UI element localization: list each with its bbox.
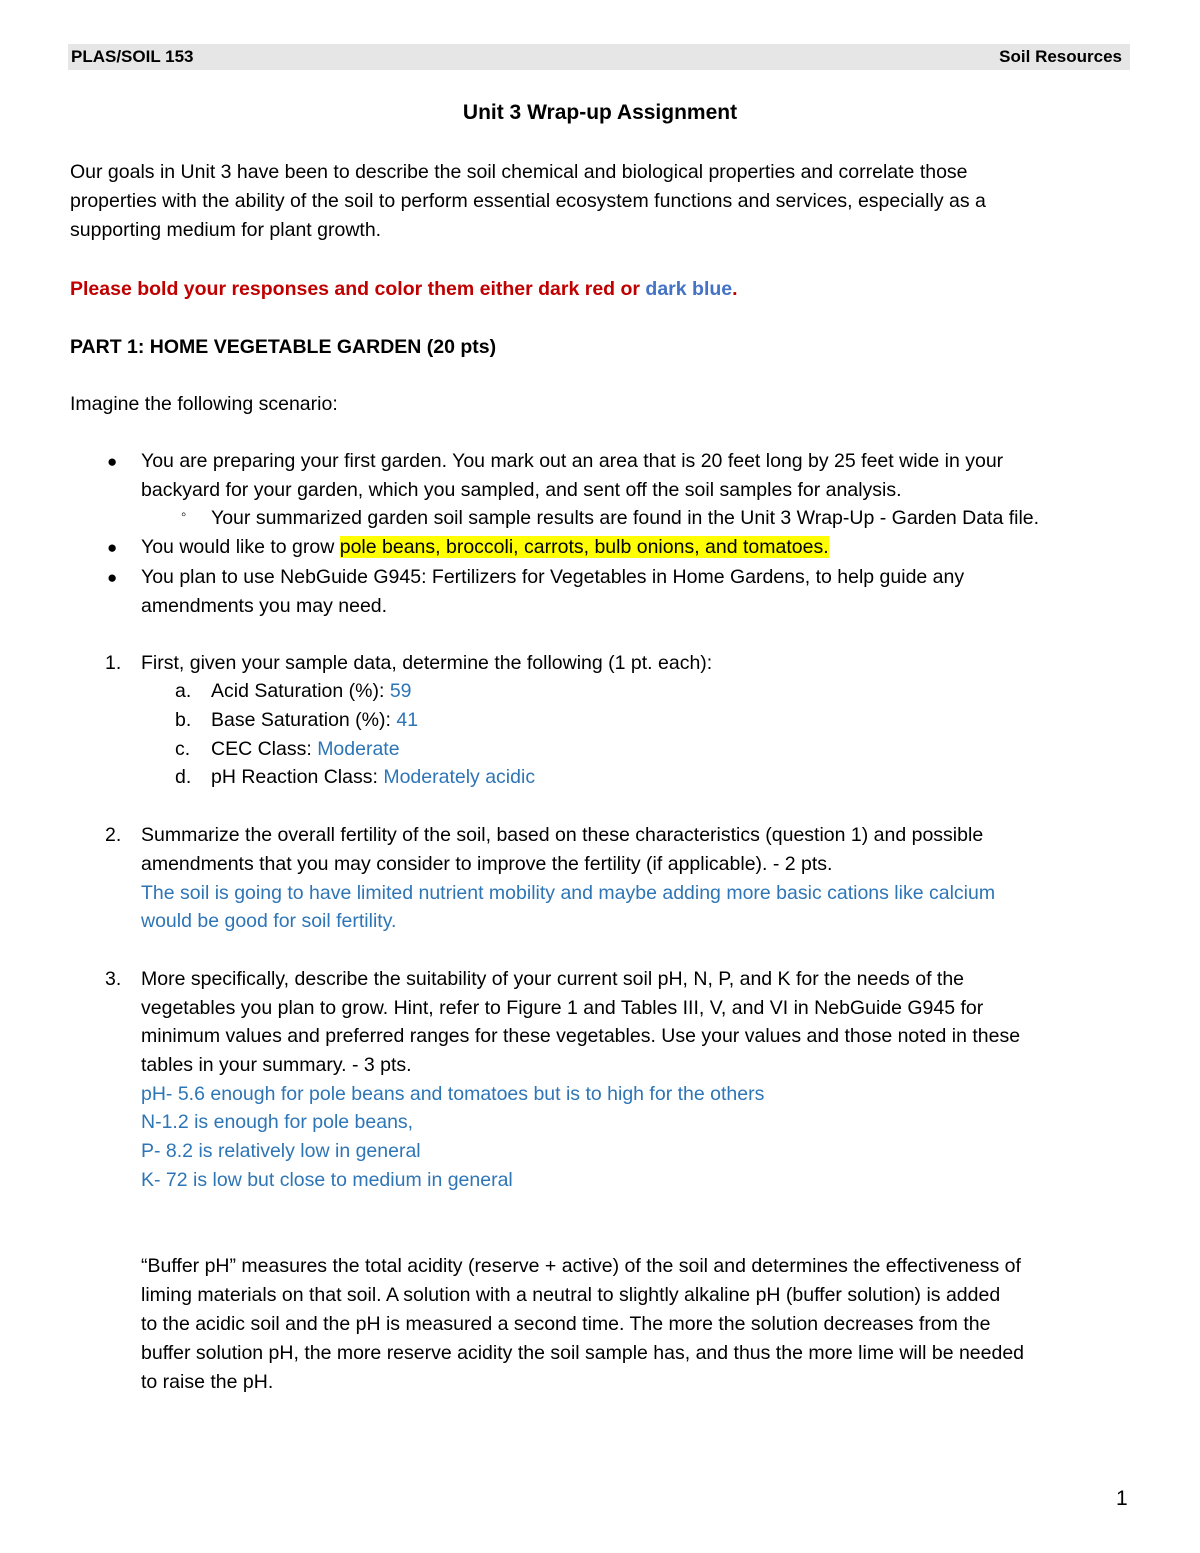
page-number: 1 <box>1116 1487 1128 1510</box>
page-header <box>68 44 1130 70</box>
answer-line: pH- 5.6 enough for pole beans and tomatoes but is to high for the others <box>141 1083 765 1105</box>
instruction <box>70 275 738 304</box>
part1-heading: PART 1: HOME VEGETABLE GARDEN (20 pts) <box>70 336 497 358</box>
question-1-text: First, given your sample data, determine the following (1 pt. each): <box>141 652 713 674</box>
q1-item <box>211 735 400 764</box>
instruction-text: Please bold your responses and color them either dark red or <box>70 278 646 300</box>
answer-line: N-1.2 is enough for pole beans, <box>141 1111 414 1133</box>
q1-item <box>211 763 535 792</box>
question-3-line: vegetables you plan to grow. Hint, refer to Figure 1 and Tables III, V, and VI in NebGuide G945 for <box>141 997 984 1019</box>
intro-line: supporting medium for plant growth. <box>70 219 382 241</box>
bullet-3-line: You plan to use NebGuide G945: Fertilizers for Vegetables in Home Gardens, to help guide any <box>141 566 965 588</box>
answer-value: 41 <box>396 709 419 731</box>
course-code: PLAS/SOIL 153 <box>71 47 194 66</box>
question-2-line: amendments that you may consider to improve the fertility (if applicable). - 2 pts. <box>141 853 833 875</box>
item-letter: b. <box>175 709 192 731</box>
q1-item <box>211 706 418 735</box>
bullet-1-line: You are preparing your first garden. You mark out an area that is 20 feet long by 25 feet wide in your <box>141 450 1004 472</box>
bullet-2-line <box>141 533 829 562</box>
sub-bullet-icon: ◦ <box>181 506 187 523</box>
buffer-paragraph-line: to raise the pH. <box>141 1371 274 1393</box>
bullet-2-text: You would like to grow <box>141 536 340 558</box>
page-title: Unit 3 Wrap-up Assignment <box>462 101 738 124</box>
answer-line: would be good for soil fertility. <box>141 910 397 932</box>
item-letter: c. <box>175 738 191 760</box>
answer-value: Moderately acidic <box>383 766 536 788</box>
intro-line: Our goals in Unit 3 have been to describe the soil chemical and biological properties and correlate those <box>70 161 968 183</box>
answer-value: 59 <box>389 680 412 702</box>
item-label: pH Reaction Class: <box>211 766 384 788</box>
buffer-paragraph-line: “Buffer pH” measures the total acidity (reserve + active) of the soil and determines the effectiveness of <box>141 1255 1021 1277</box>
course-subject: Soil Resources <box>999 47 1122 66</box>
question-2-line: Summarize the overall fertility of the soil, based on these characteristics (question 1) and possible <box>141 824 984 846</box>
q1-item <box>211 677 412 706</box>
buffer-paragraph-line: buffer solution pH, the more reserve acidity the soil sample has, and thus the more lime will be needed <box>141 1342 1025 1364</box>
bullet-icon: ● <box>107 568 118 587</box>
answer-value: Moderate <box>317 738 400 760</box>
question-3-line: More specifically, describe the suitability of your current soil pH, N, P, and K for the needs of the <box>141 968 965 990</box>
item-letter: d. <box>175 766 192 788</box>
item-label: CEC Class: <box>211 738 318 760</box>
buffer-paragraph-line: liming materials on that soil. A solution with a neutral to slightly alkaline pH (buffer solution) is added <box>141 1284 1001 1306</box>
item-label: Base Saturation (%): <box>211 709 397 731</box>
answer-line: K- 72 is low but close to medium in general <box>141 1169 513 1191</box>
instruction-end: . <box>732 278 738 300</box>
question-number: 3. <box>105 968 122 990</box>
bullet-1-line: backyard for your garden, which you sampled, and sent off the soil samples for analysis. <box>141 479 902 501</box>
bullet-icon: ● <box>107 538 118 557</box>
sub-bullet-line: Your summarized garden soil sample results are found in the Unit 3 Wrap-Up - Garden Data file. <box>211 507 1040 529</box>
question-number: 1. <box>105 652 122 674</box>
item-letter: a. <box>175 680 192 702</box>
bullet-icon: ● <box>107 452 118 471</box>
question-number: 2. <box>105 824 122 846</box>
buffer-paragraph-line: to the acidic soil and the pH is measured a second time. The more the solution decreases from the <box>141 1313 991 1335</box>
scenario-intro: Imagine the following scenario: <box>70 393 338 415</box>
bullet-3-line: amendments you may need. <box>141 595 388 617</box>
highlighted-vegetables: pole beans, broccoli, carrots, bulb onions, and tomatoes. <box>339 536 829 558</box>
question-3-line: tables in your summary. - 3 pts. <box>141 1054 412 1076</box>
answer-line: The soil is going to have limited nutrient mobility and maybe adding more basic cations like calcium <box>141 882 996 904</box>
question-3-line: minimum values and preferred ranges for these vegetables. Use your values and those noted in these <box>141 1025 1021 1047</box>
answer-line: P- 8.2 is relatively low in general <box>141 1140 421 1162</box>
item-label: Acid Saturation (%): <box>211 680 390 702</box>
intro-line: properties with the ability of the soil to perform essential ecosystem functions and services, especially as a <box>70 190 986 212</box>
instruction-blue-word: dark blue <box>645 278 733 300</box>
